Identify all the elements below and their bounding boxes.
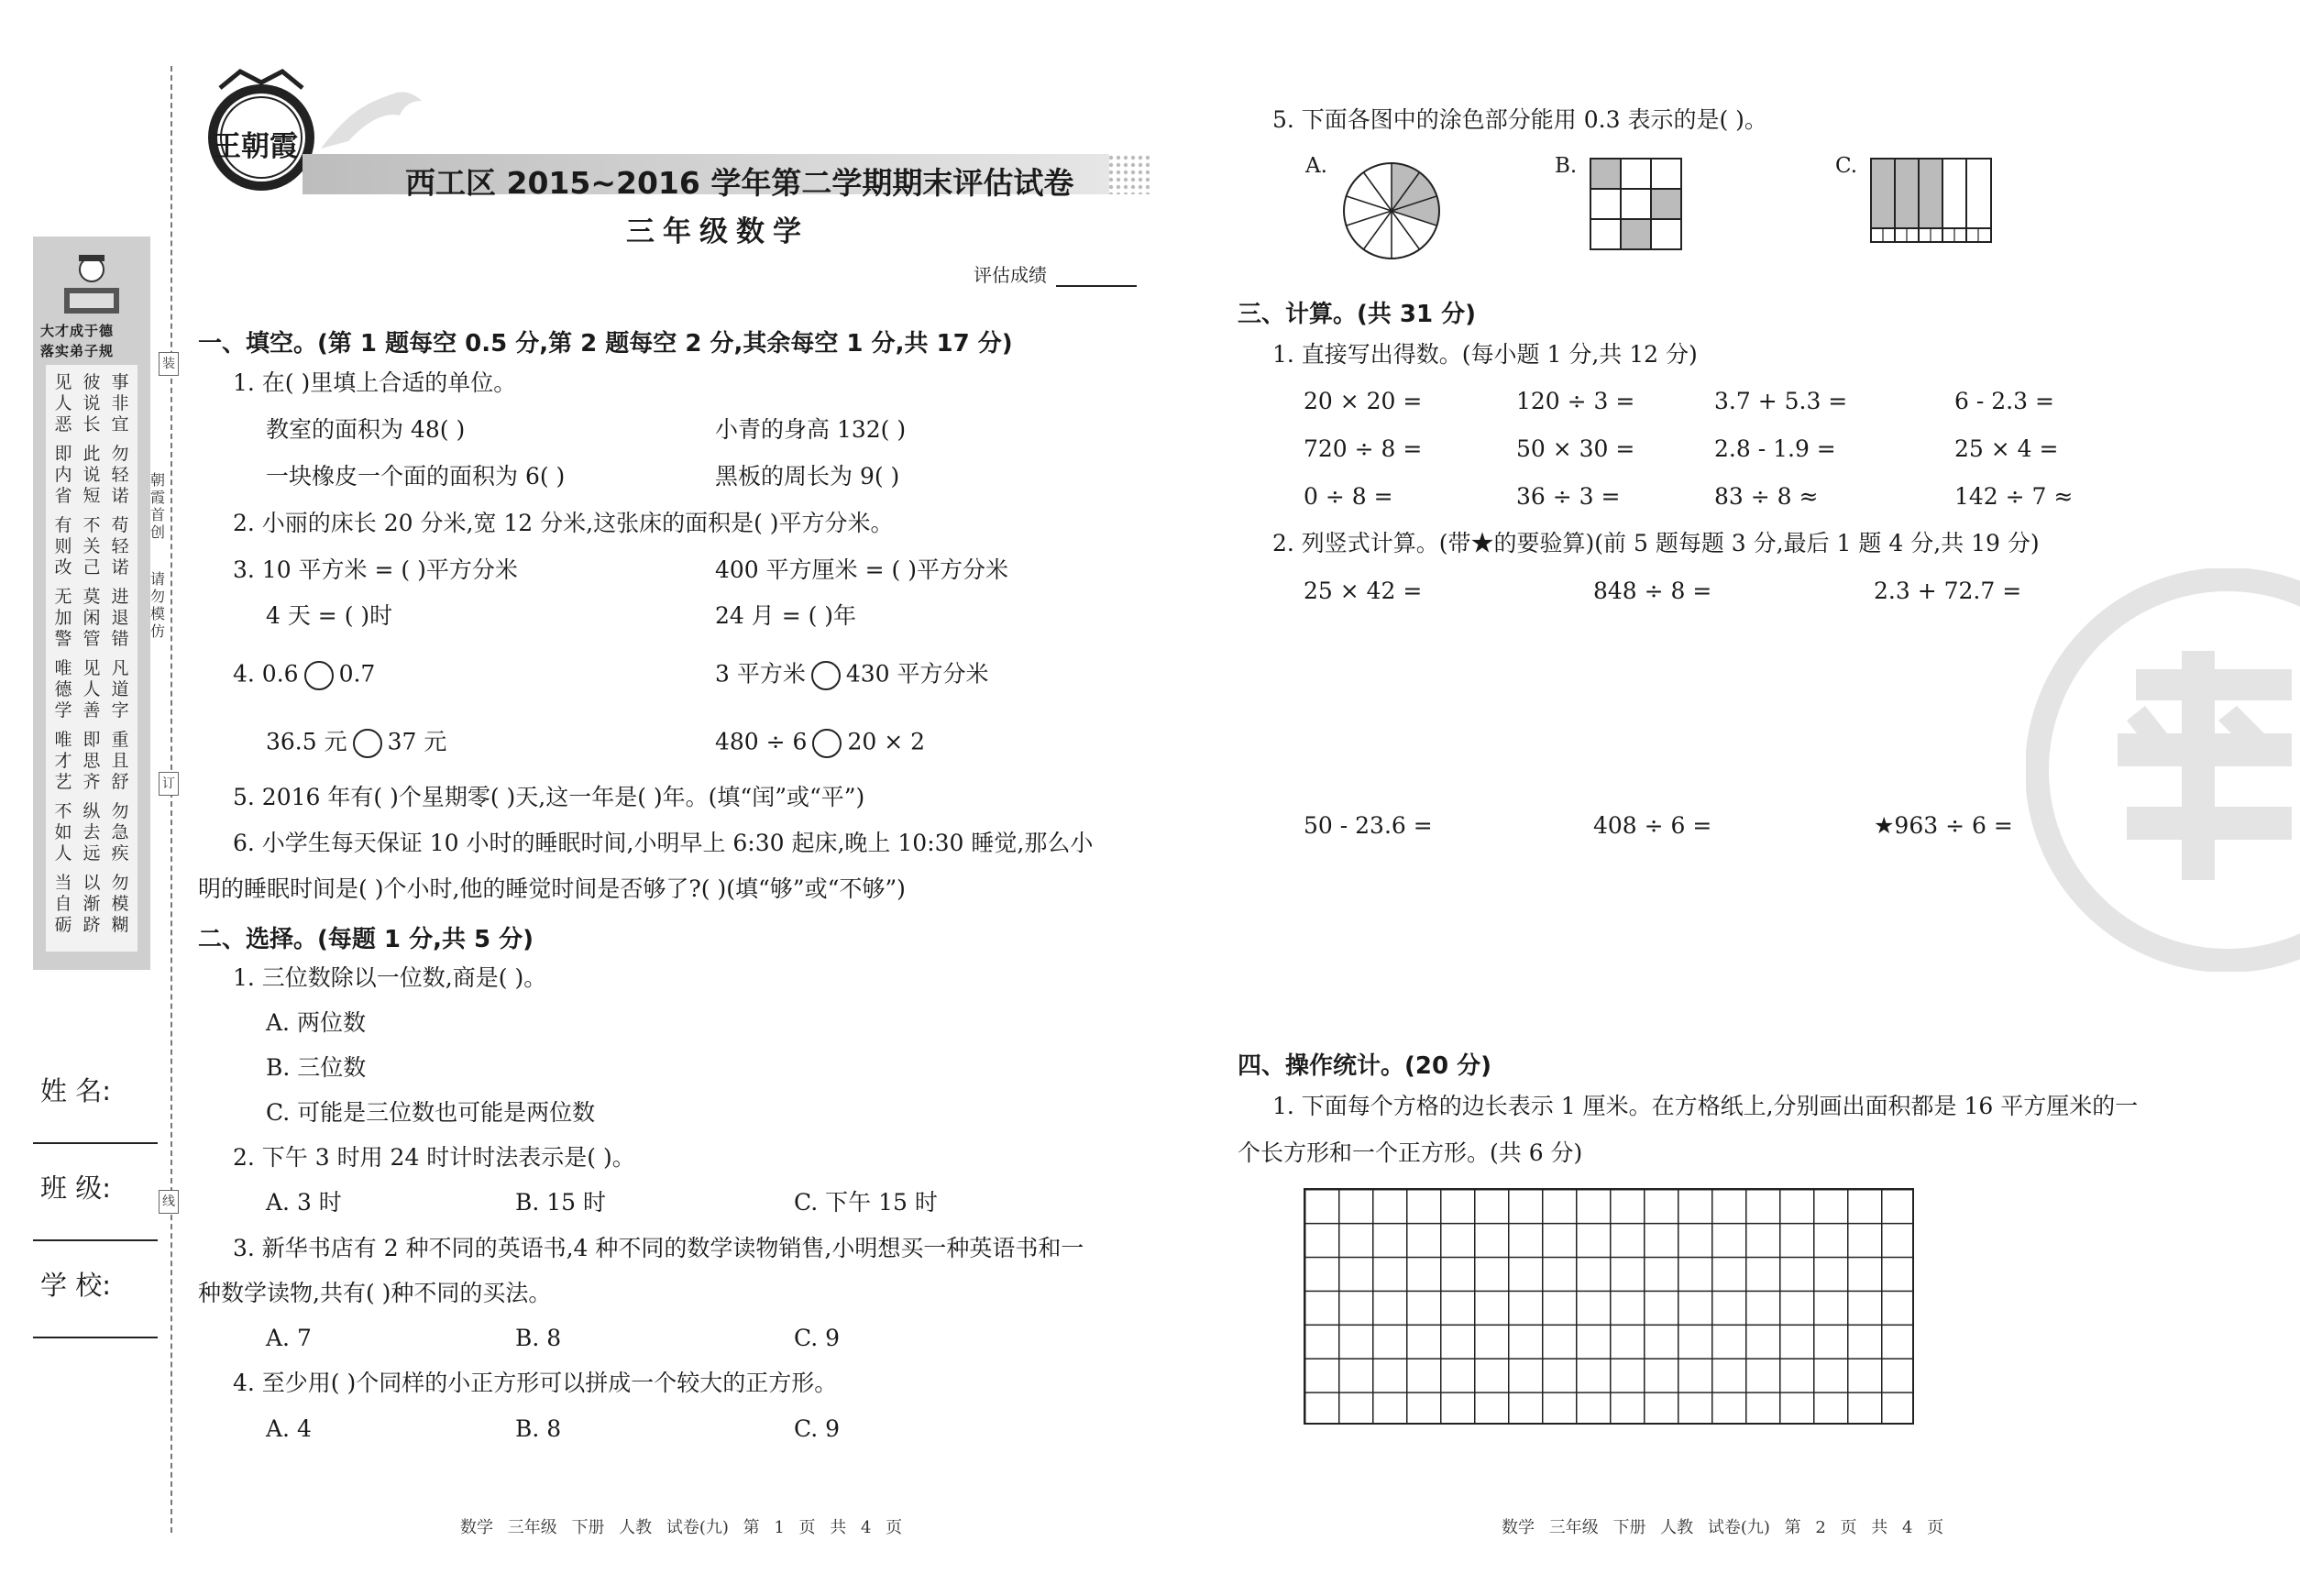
oral-problem: 142 ÷ 7 ≈ — [1954, 483, 2074, 510]
choice-option[interactable]: A. 两位数 — [266, 1009, 366, 1036]
choice-option[interactable]: C. 9 — [794, 1325, 841, 1351]
question-text: 小青的身高 132( ) — [715, 416, 907, 443]
school-field[interactable] — [33, 1337, 158, 1338]
question-text: 一块橡皮一个面的面积为 6( ) — [266, 463, 566, 490]
secret-seal-watermark — [2026, 568, 2300, 972]
vertical-problem: 25 × 42 = — [1304, 578, 1423, 604]
question-text: 6. 小学生每天保证 10 小时的睡眠时间,小明早上 6:30 起床,晚上 10:30 睡觉,那么小 — [233, 830, 1094, 856]
motto-line: 勿模糊 — [111, 873, 129, 935]
scholar-figure-icon — [55, 248, 128, 321]
figure-label: A. — [1305, 154, 1327, 178]
choice-option[interactable]: C. 9 — [794, 1415, 841, 1442]
compare-item: 480 ÷ 6 20 × 2 — [715, 729, 925, 758]
question-text: 明的睡眠时间是( )个小时,他的睡觉时间是否够了?( )(填“够”或“不够”) — [198, 875, 906, 902]
figure-b-grid[interactable] — [1590, 158, 1683, 251]
choice-option[interactable]: C. 可能是三位数也可能是两位数 — [266, 1099, 596, 1126]
motto-line: 即思齐 — [83, 730, 101, 792]
figure-label: C. — [1835, 154, 1858, 178]
motto-line: 不关己 — [83, 515, 101, 578]
ribbon-decoration-icon — [312, 75, 431, 158]
choice-option[interactable]: A. 3 时 — [266, 1189, 342, 1216]
motto-line: 见人善 — [83, 658, 101, 721]
question-text: 24 月 = ( )年 — [715, 602, 857, 629]
name-field[interactable] — [33, 1142, 158, 1144]
motto-line: 勿急疾 — [111, 801, 129, 864]
question-text: 1. 在( )里填上合适的单位。 — [233, 369, 517, 396]
page-title: 西工区 2015~2016 学年第二学期期末评估试卷 — [405, 165, 1074, 201]
drawing-grid-paper[interactable] — [1304, 1188, 1914, 1425]
motto-line: 不如人 — [54, 801, 72, 864]
question-text: 3. 10 平方米 = ( )平方分米 — [233, 556, 518, 583]
motto-line: 勿轻诺 — [111, 444, 129, 506]
compare-circle[interactable] — [811, 661, 841, 690]
compare-circle[interactable] — [812, 729, 842, 758]
motto-line: 无加警 — [54, 587, 72, 649]
motto-line: 唯德学 — [54, 658, 72, 721]
question-text: 2. 下午 3 时用 24 时计时法表示是( )。 — [233, 1144, 635, 1171]
motto-line: 唯才艺 — [54, 730, 72, 792]
motto-line: 事非宜 — [111, 372, 129, 435]
logo-text: 王朝霞 — [213, 130, 298, 163]
question-text: 5. 下面各图中的涂色部分能用 0.3 表示的是( )。 — [1272, 106, 1767, 133]
choice-option[interactable]: B. 8 — [515, 1415, 562, 1442]
vertical-problem: 2.3 + 72.7 = — [1874, 578, 2022, 604]
motto-line: 即内省 — [54, 444, 72, 506]
vertical-problem: 408 ÷ 6 = — [1593, 812, 1712, 839]
motto-line: 莫闲管 — [83, 587, 101, 649]
oral-problem: 20 × 20 = — [1304, 388, 1423, 414]
motto-line: 进退错 — [111, 587, 129, 649]
question-text: 黑板的周长为 9( ) — [715, 463, 900, 490]
choice-option[interactable]: B. 三位数 — [266, 1054, 367, 1081]
binding-mark-top: 装 — [159, 352, 179, 376]
class-label: 班 级: — [40, 1172, 111, 1204]
oral-problem: 36 ÷ 3 = — [1516, 483, 1621, 510]
oral-problem: 6 - 2.3 = — [1954, 388, 2054, 414]
motto-line: 当自砺 — [54, 873, 72, 935]
section-choice-title: 二、选择。(每题 1 分,共 5 分) — [198, 926, 534, 953]
compare-circle[interactable] — [353, 729, 382, 758]
oral-problem: 50 × 30 = — [1516, 435, 1635, 462]
cut-line — [171, 66, 172, 1533]
choice-option[interactable]: B. 8 — [515, 1325, 562, 1351]
motto-line: 有则改 — [54, 515, 72, 578]
class-field[interactable] — [33, 1239, 158, 1241]
motto-line: 彼说长 — [83, 372, 101, 435]
compare-item: 4. 0.6 0.7 — [233, 661, 375, 690]
motto-board — [33, 237, 150, 970]
motto-banner-2: 落实弟子规 — [40, 343, 115, 359]
binding-mark-mid: 订 — [159, 772, 179, 796]
section-fill-in-title: 一、填空。(第 1 题每空 0.5 分,第 2 题每空 2 分,其余每空 1 分,共 17 分) — [198, 330, 1013, 358]
score-field[interactable] — [974, 260, 1137, 287]
motto-line: 纵去远 — [83, 801, 101, 864]
question-text: 1. 下面每个方格的边长表示 1 厘米。在方格纸上,分别画出面积都是 16 平方厘米的一 — [1272, 1093, 2139, 1119]
binding-mark-bottom: 线 — [159, 1190, 179, 1214]
figure-c-strips[interactable] — [1870, 158, 1993, 244]
section-operation-title: 四、操作统计。(20 分) — [1238, 1052, 1491, 1080]
compare-item: 36.5 元 37 元 — [266, 729, 446, 758]
motto-panel — [46, 365, 138, 952]
question-text: 1. 直接写出得数。(每小题 1 分,共 12 分) — [1272, 341, 1698, 368]
oral-problem: 120 ÷ 3 = — [1516, 388, 1635, 414]
question-text: 1. 三位数除以一位数,商是( )。 — [233, 964, 547, 991]
choice-option[interactable]: A. 4 — [266, 1415, 312, 1442]
question-text: 2. 小丽的床长 20 分米,宽 12 分米,这张床的面积是( )平方分米。 — [233, 510, 894, 536]
score-label: 评估成绩 — [974, 264, 1047, 286]
oral-problem: 0 ÷ 8 = — [1304, 483, 1393, 510]
question-text: 4. 至少用( )个同样的小正方形可以拼成一个较大的正方形。 — [233, 1370, 838, 1396]
copyright-note-1: 朝霞首创 — [149, 471, 165, 541]
motto-line: 凡道字 — [111, 658, 129, 721]
page-footer-left: 数学 三年级 下册 人教 试卷(九) 第 1 页 共 4 页 — [460, 1518, 903, 1537]
oral-problem: 3.7 + 5.3 = — [1714, 388, 1848, 414]
oral-problem: 720 ÷ 8 = — [1304, 435, 1423, 462]
choice-option[interactable]: A. 7 — [266, 1325, 312, 1351]
figure-a-circle[interactable] — [1340, 160, 1443, 262]
motto-line: 苟轻诺 — [111, 515, 129, 578]
name-label: 姓 名: — [40, 1075, 111, 1106]
page-subtitle: 三年级数学 — [626, 215, 809, 248]
question-text: 5. 2016 年有( )个星期零( )天,这一年是( )年。(填“闰”或“平”) — [233, 784, 865, 810]
choice-option[interactable]: C. 下午 15 时 — [794, 1189, 938, 1216]
motto-line: 重且舒 — [111, 730, 129, 792]
vertical-problem: 50 - 23.6 = — [1304, 812, 1433, 839]
question-text: 2. 列竖式计算。(带★的要验算)(前 5 题每题 3 分,最后 1 题 4 分,共 19 分) — [1272, 530, 2040, 556]
oral-problem: 2.8 - 1.9 = — [1714, 435, 1836, 462]
vertical-problem: 848 ÷ 8 = — [1593, 578, 1712, 604]
school-label: 学 校: — [40, 1270, 111, 1301]
vertical-problem: ★963 ÷ 6 = — [1874, 812, 2013, 839]
motto-banner-1: 大才成于德 — [40, 323, 115, 339]
figure-label: B. — [1555, 154, 1578, 178]
question-text: 4 天 = ( )时 — [266, 602, 393, 629]
motto-line: 见人恶 — [54, 372, 72, 435]
compare-circle[interactable] — [304, 661, 334, 690]
question-text: 400 平方厘米 = ( )平方分米 — [715, 556, 1008, 583]
oral-problem: 25 × 4 = — [1954, 435, 2059, 462]
question-text: 种数学读物,共有( )种不同的买法。 — [198, 1280, 552, 1306]
title-bar-pattern — [1107, 154, 1153, 194]
compare-item: 3 平方米 430 平方分米 — [715, 661, 989, 690]
page-footer-right: 数学 三年级 下册 人教 试卷(九) 第 2 页 共 4 页 — [1502, 1518, 1944, 1537]
section-calculation-title: 三、计算。(共 31 分) — [1238, 301, 1477, 328]
motto-line: 以渐跻 — [83, 873, 101, 935]
copyright-note-2: 请勿模仿 — [149, 570, 165, 640]
choice-option[interactable]: B. 15 时 — [515, 1189, 607, 1216]
oral-problem: 83 ÷ 8 ≈ — [1714, 483, 1819, 510]
question-text: 3. 新华书店有 2 种不同的英语书,4 种不同的数学读物销售,小明想买一种英语书和一 — [233, 1235, 1084, 1261]
motto-line: 此说短 — [83, 444, 101, 506]
question-text: 个长方形和一个正方形。(共 6 分) — [1238, 1139, 1583, 1166]
question-text: 教室的面积为 48( ) — [266, 416, 466, 443]
